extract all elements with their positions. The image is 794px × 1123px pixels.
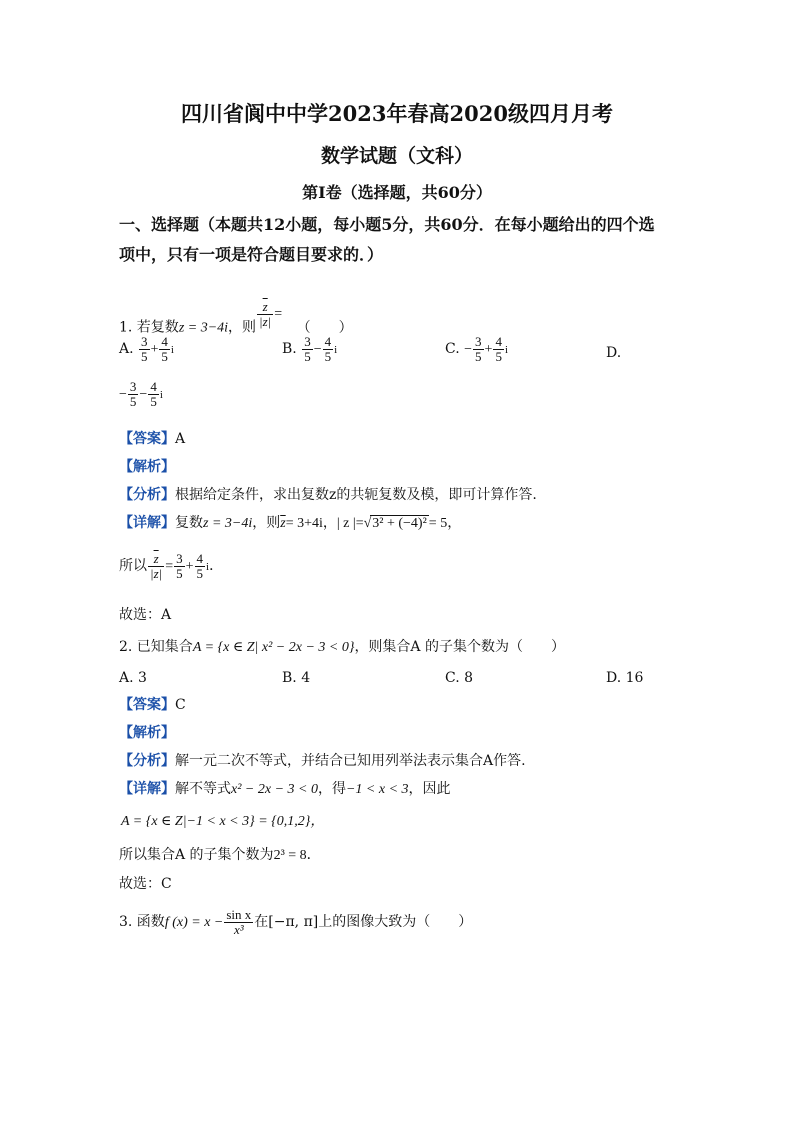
q2-option-b: B. 4 — [282, 670, 311, 686]
q1-z-expr: z = 3−4i — [178, 320, 229, 336]
q1-fenxi: 【分析】根据给定条件，求出复数z的共轭复数及模，即可计算作答. — [119, 487, 537, 503]
page-subtitle: 数学试题（文科） — [320, 145, 473, 167]
q1-option-d-label: D. — [606, 345, 622, 361]
section-instructions-line1: 一、选择题（本题共12小题，每小题5分，共60分．在每小题给出的四个选 — [119, 215, 655, 234]
q1-analysis-label: 【解析】 — [119, 459, 175, 475]
page-title: 四川省阆中中学2023年春高2020级四月月考 — [181, 101, 613, 126]
q1-choose: 故选：A — [119, 607, 172, 623]
q2-detail-1: 【详解】解不等式x² − 2x − 3 < 0，得−1 < x < 3，因此 — [119, 781, 451, 797]
q2-option-a: A. 3 — [119, 670, 147, 686]
q2-analysis-label: 【解析】 — [119, 725, 175, 741]
q2-answer: 【答案】C — [119, 697, 186, 713]
q1-tail: （ ） — [296, 319, 353, 336]
q2-choose: 故选：C — [119, 876, 172, 892]
q1-prefix: 1. 若复数 — [119, 319, 179, 336]
q1-option-b: B. $\frac{3}{5}$ − $\frac{4}{5}$ i — [282, 334, 338, 364]
q2-fenxi: 【分析】解一元二次不等式，并结合已知用列举法表示集合A作答. — [119, 753, 526, 769]
question-1: 1. 若复数z = 3−4i，则 $\frac{\overline{z}}{|z|}$ = （ ） — [119, 299, 353, 336]
q1-detail: 【详解】复数z = 3−4i，则$\overline{z}= 3+4i$，| z |=√3² + (−4)² = 5， — [119, 515, 462, 531]
q1-fraction: $\frac{\overline{z}}{|z|}$ — [259, 299, 272, 329]
q1-option-a: A. $\frac{3}{5}$ + $\frac{4}{5}$ i — [119, 334, 174, 364]
q1-answer: 【答案】A — [119, 431, 186, 447]
q2-detail-3: 所以集合A 的子集个数为2³ = 8． — [119, 847, 321, 863]
q2-option-d: D. 16 — [606, 670, 644, 686]
q1-mid: ，则 — [228, 319, 257, 336]
q1-option-d: − $\frac{3}{5}$ − $\frac{4}{5}$ i — [119, 379, 163, 409]
question-3: 3. 函数f (x) = x − $\frac{\text{sin x}}{\text{x³}}$ 在[−π, π]上的图像大致为（ ） — [119, 907, 473, 937]
section-instructions-line2: 项中，只有一项是符合题目要求的．） — [119, 245, 384, 264]
q2-option-c: C. 8 — [445, 670, 474, 686]
question-2: 2. 已知集合A = {x ∈ Z| x² − 2x − 3 < 0}，则集合A 的子集个数为（ ） — [119, 639, 565, 655]
volume-heading: 第I卷（选择题，共60分） — [302, 183, 492, 202]
q1-conclusion: 所以 $\frac{\overline{z}}{|z|}$ = $\frac{3}{5}$ + $\frac{4}{5}$ i． — [119, 551, 224, 581]
q1-option-c: C. − $\frac{3}{5}$ + $\frac{4}{5}$ i — [445, 334, 508, 364]
q2-detail-2: A = {x ∈ Z|−1 < x < 3} = {0,1,2}， — [121, 814, 325, 829]
